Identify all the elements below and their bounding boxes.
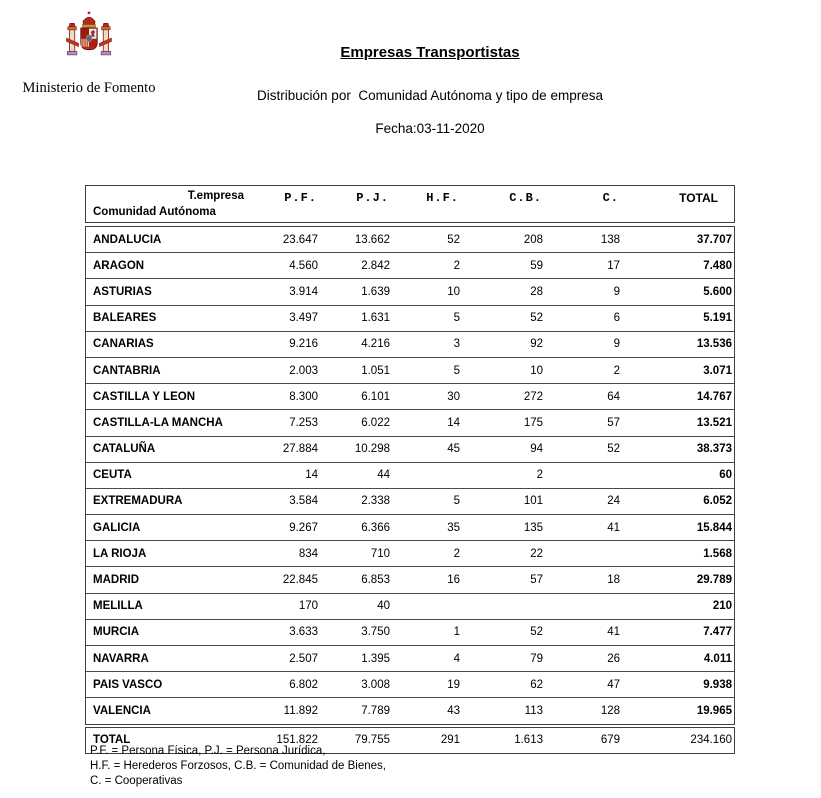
pj-cell: 1.639 xyxy=(361,285,390,298)
region-cell: GALICIA xyxy=(93,521,141,534)
table-row xyxy=(86,306,734,332)
region-cell: PAIS VASCO xyxy=(93,678,163,691)
column-header-pf: P.F. xyxy=(284,191,317,205)
pf-cell: 3.633 xyxy=(289,626,318,639)
hf-cell: 14 xyxy=(447,416,460,429)
date-label: Fecha:03-11-2020 xyxy=(375,121,485,136)
hf-cell: 45 xyxy=(447,443,460,456)
cb-cell: 92 xyxy=(530,338,543,351)
pf-cell: 834 xyxy=(298,547,318,560)
table-row xyxy=(86,489,734,515)
pj-cell: 6.366 xyxy=(361,521,390,534)
table-row xyxy=(86,410,734,436)
table-row xyxy=(86,567,734,593)
region-cell: MELILLA xyxy=(93,600,143,613)
region-cell: CATALUÑA xyxy=(93,443,156,456)
pf-cell: 6.802 xyxy=(289,678,318,691)
pj-cell: 1.395 xyxy=(361,652,390,665)
c-cell: 9 xyxy=(613,285,620,298)
c-cell: 24 xyxy=(607,495,620,508)
region-cell: LA RIOJA xyxy=(93,547,147,560)
c-cell: 41 xyxy=(607,626,620,639)
pf-cell: 3.914 xyxy=(289,285,318,298)
pf-cell: 2.507 xyxy=(289,652,318,665)
total-cell: 3.071 xyxy=(703,364,732,377)
table-row xyxy=(86,515,734,541)
page-subtitle: Distribución por Comunidad Autónoma y tipo de empresa xyxy=(257,88,603,103)
cb-cell: 62 xyxy=(530,678,543,691)
cb-cell: 208 xyxy=(523,233,543,246)
table-row xyxy=(86,698,734,723)
total-cell: 14.767 xyxy=(696,390,732,403)
total-cell: 4.011 xyxy=(703,652,732,665)
column-header-c: C. xyxy=(602,191,619,205)
table-row xyxy=(86,594,734,620)
c-cell: 41 xyxy=(607,521,620,534)
pf-cell: 23.647 xyxy=(282,233,318,246)
pf-cell: 3.584 xyxy=(289,495,318,508)
cb-cell: 79 xyxy=(530,652,543,665)
table-row xyxy=(86,620,734,646)
hf-cell: 5 xyxy=(453,495,460,508)
pj-cell: 13.662 xyxy=(354,233,390,246)
pf-cell: 14 xyxy=(305,469,318,482)
cb-cell: 52 xyxy=(530,626,543,639)
pj-cell: 1.631 xyxy=(361,312,390,325)
region-cell: CEUTA xyxy=(93,469,132,482)
region-cell: NAVARRA xyxy=(93,652,149,665)
region-cell: EXTREMADURA xyxy=(93,495,183,508)
table-row xyxy=(86,672,734,698)
cb-cell: 2 xyxy=(536,469,543,482)
region-cell: ASTURIAS xyxy=(93,285,152,298)
region-cell: ANDALUCIA xyxy=(93,233,162,246)
total-cell: 5.191 xyxy=(703,312,732,325)
hf-cell: 35 xyxy=(447,521,460,534)
pj-cell: 4.216 xyxy=(361,338,390,351)
c-cell: 26 xyxy=(607,652,620,665)
c-cell: 138 xyxy=(600,233,620,246)
c-cell: 17 xyxy=(607,259,620,272)
total-cell: 19.965 xyxy=(696,704,732,717)
cb-cell: 272 xyxy=(523,390,543,403)
cb-cell: 28 xyxy=(530,285,543,298)
hf-cell xyxy=(391,594,461,619)
total-cell: 1.568 xyxy=(703,547,732,560)
total-cell: 5.600 xyxy=(703,285,732,298)
total-cell: 38.373 xyxy=(696,443,732,456)
total-cell: 60 xyxy=(719,469,732,482)
column-header-pj: P.J. xyxy=(356,191,389,205)
pj-cell: 6.101 xyxy=(361,390,390,403)
pf-cell: 8.300 xyxy=(289,390,318,403)
pj-cell: 710 xyxy=(370,547,390,560)
region-cell: CANARIAS xyxy=(93,338,154,351)
table-row xyxy=(86,541,734,567)
pf-cell: 2.003 xyxy=(289,364,318,377)
total-cell: 7.477 xyxy=(703,626,732,639)
pj-cell: 7.789 xyxy=(361,704,390,717)
hf-cell: 1 xyxy=(453,626,460,639)
column-header-hf: H.F. xyxy=(426,191,459,205)
table-row xyxy=(86,646,734,672)
cb-cell: 101 xyxy=(523,495,543,508)
column-header-cb: C.B. xyxy=(509,191,542,205)
cb-cell: 57 xyxy=(530,574,543,587)
c-cell xyxy=(544,463,621,488)
pj-cell: 2.338 xyxy=(361,495,390,508)
footnote-line-2: H.F. = Herederos Forzosos, C.B. = Comunidad de Bienes, xyxy=(90,760,386,772)
hf-cell: 2 xyxy=(453,547,460,560)
c-cell: 64 xyxy=(607,390,620,403)
table-corner-header xyxy=(86,186,246,222)
c-cell: 128 xyxy=(600,704,620,717)
hf-cell: 5 xyxy=(453,364,460,377)
title-block xyxy=(40,44,820,136)
total-cell: 9.938 xyxy=(703,678,732,691)
pf-cell: 9.267 xyxy=(289,521,318,534)
c-cell: 47 xyxy=(607,678,620,691)
table-row xyxy=(86,358,734,384)
hf-cell xyxy=(391,463,461,488)
region-cell: MADRID xyxy=(93,574,139,587)
footnote-line-1: P.F. = Persona Física, P.J. = Persona Jurídica, xyxy=(90,745,326,757)
hf-cell: 5 xyxy=(453,312,460,325)
total-cell: 6.052 xyxy=(703,495,732,508)
pf-cell: 11.892 xyxy=(283,704,318,717)
pf-cell: 27.884 xyxy=(282,443,318,456)
column-header-total: TOTAL xyxy=(679,191,718,205)
pj-cell: 1.051 xyxy=(361,364,390,377)
table-row xyxy=(86,253,734,279)
region-cell: CASTILLA-LA MANCHA xyxy=(93,416,223,429)
cb-cell: 135 xyxy=(523,521,543,534)
table-row xyxy=(86,332,734,358)
hf-cell: 3 xyxy=(453,338,460,351)
corner-label-tipo-empresa: T.empresa xyxy=(187,190,244,202)
pf-cell: 22.845 xyxy=(282,574,318,587)
cb-cell: 113 xyxy=(524,704,543,717)
cb-cell: 59 xyxy=(530,259,543,272)
total-cell: 37.707 xyxy=(696,233,732,246)
region-cell: VALENCIA xyxy=(93,704,151,717)
pj-cell: 6.022 xyxy=(361,416,390,429)
hf-cell: 19 xyxy=(447,678,460,691)
pf-cell: 3.497 xyxy=(289,312,318,325)
total-pj-cell: 79.755 xyxy=(354,734,390,747)
c-cell: 6 xyxy=(613,312,620,325)
region-cell: BALEARES xyxy=(93,312,157,325)
c-cell xyxy=(544,594,621,619)
hf-cell: 16 xyxy=(447,574,460,587)
pf-cell: 9.216 xyxy=(289,338,318,351)
total-cell: 15.844 xyxy=(696,521,732,534)
total-grand-total-cell: 234.160 xyxy=(690,734,732,747)
pf-cell: 7.253 xyxy=(289,416,318,429)
total-cell: 7.480 xyxy=(703,259,732,272)
hf-cell: 4 xyxy=(453,652,460,665)
pj-cell: 3.750 xyxy=(361,626,390,639)
hf-cell: 52 xyxy=(447,233,460,246)
c-cell: 52 xyxy=(607,443,620,456)
table-row xyxy=(86,437,734,463)
ministry-name: Ministerio de Fomento xyxy=(22,80,156,96)
region-cell: MURCIA xyxy=(93,626,139,639)
hf-cell: 10 xyxy=(447,285,460,298)
cb-cell: 175 xyxy=(523,416,543,429)
table-row xyxy=(86,463,734,489)
hf-cell: 43 xyxy=(447,704,460,717)
region-cell: ARAGON xyxy=(93,259,145,272)
c-cell: 57 xyxy=(607,416,620,429)
cb-cell: 94 xyxy=(530,443,543,456)
region-cell: CANTABRIA xyxy=(93,364,161,377)
cb-cell: 52 xyxy=(530,312,543,325)
companies-table xyxy=(85,185,735,754)
pj-cell: 6.853 xyxy=(361,574,390,587)
cb-cell: 22 xyxy=(530,547,543,560)
footnote-line-3: C. = Cooperativas xyxy=(90,775,183,787)
pj-cell: 40 xyxy=(377,600,390,613)
table-body xyxy=(85,226,735,725)
total-cell: 13.521 xyxy=(696,416,732,429)
cb-cell: 10 xyxy=(530,364,543,377)
total-c-cell: 679 xyxy=(600,734,620,747)
footnotes xyxy=(90,744,386,789)
c-cell: 9 xyxy=(613,338,620,351)
pf-cell: 4.560 xyxy=(289,259,318,272)
total-cell: 210 xyxy=(712,600,732,613)
page-title: Empresas Transportistas xyxy=(340,44,520,61)
pj-cell: 10.298 xyxy=(354,443,390,456)
table-row xyxy=(86,227,734,253)
c-cell xyxy=(544,541,621,566)
total-hf-cell: 291 xyxy=(440,734,460,747)
table-row xyxy=(86,384,734,410)
pj-cell: 44 xyxy=(377,469,390,482)
corner-label-comunidad-autonoma: Comunidad Autónoma xyxy=(93,206,216,218)
total-row-label: TOTAL xyxy=(93,734,131,747)
hf-cell: 30 xyxy=(447,390,460,403)
hf-cell: 2 xyxy=(453,259,460,272)
pj-cell: 3.008 xyxy=(361,678,390,691)
total-cb-cell: 1.613 xyxy=(514,734,543,747)
table-row xyxy=(86,279,734,305)
c-cell: 2 xyxy=(613,364,620,377)
pj-cell: 2.842 xyxy=(361,259,390,272)
region-cell: CASTILLA Y LEON xyxy=(93,390,196,403)
cb-cell xyxy=(461,594,544,619)
pf-cell: 170 xyxy=(298,600,318,613)
total-pf-cell: 151.822 xyxy=(276,734,318,747)
c-cell: 18 xyxy=(607,574,620,587)
total-cell: 29.789 xyxy=(696,574,732,587)
total-cell: 13.536 xyxy=(696,338,732,351)
table-header xyxy=(85,185,735,223)
